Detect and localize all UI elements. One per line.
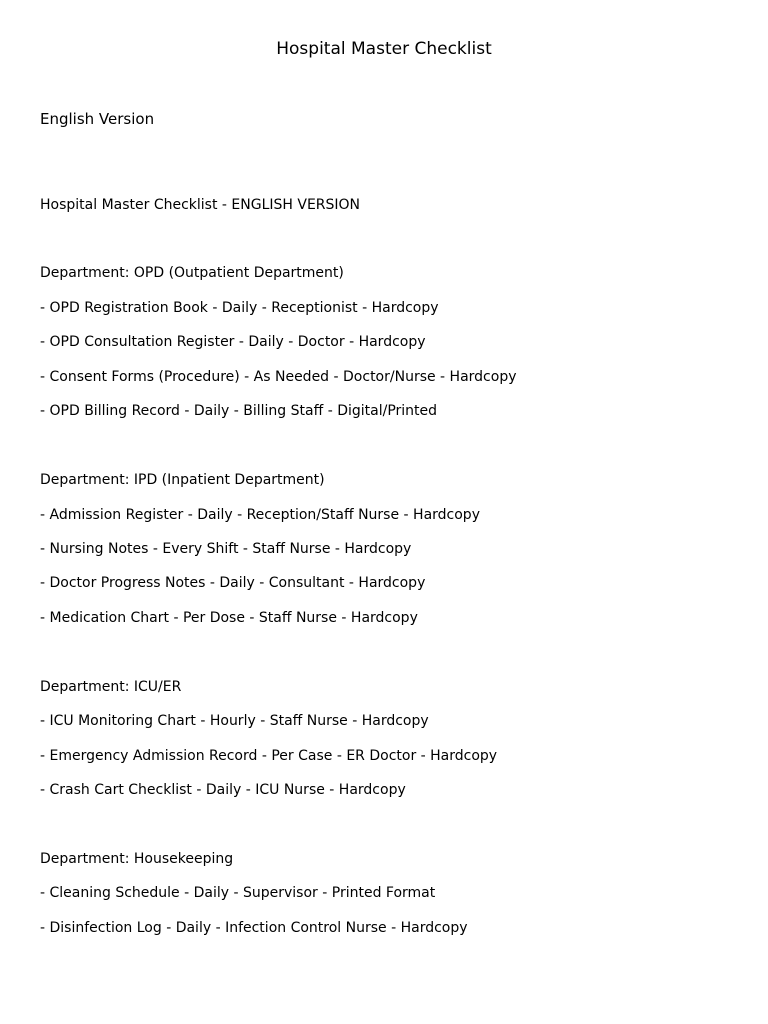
department-heading-housekeeping: Department: Housekeeping <box>40 851 234 867</box>
checklist-item: - OPD Consultation Register - Daily - Doctor - Hardcopy <box>40 334 426 350</box>
checklist-item: - Medication Chart - Per Dose - Staff Nurse - Hardcopy <box>40 610 418 626</box>
department-heading-ipd: Department: IPD (Inpatient Department) <box>40 472 325 488</box>
document-title: Hospital Master Checklist <box>276 39 492 59</box>
checklist-item: - Nursing Notes - Every Shift - Staff Nurse - Hardcopy <box>40 541 412 557</box>
checklist-item: - Admission Register - Daily - Reception/Staff Nurse - Hardcopy <box>40 507 480 523</box>
checklist-item: - OPD Billing Record - Daily - Billing Staff - Digital/Printed <box>40 403 438 419</box>
version-heading: English Version <box>40 110 155 128</box>
department-heading-icu-er: Department: ICU/ER <box>40 679 182 695</box>
checklist-item: - Cleaning Schedule - Daily - Supervisor - Printed Format <box>40 885 436 901</box>
checklist-item: - OPD Registration Book - Daily - Receptionist - Hardcopy <box>40 300 439 316</box>
checklist-item: - Consent Forms (Procedure) - As Needed - Doctor/Nurse - Hardcopy <box>40 369 517 385</box>
department-heading-opd: Department: OPD (Outpatient Department) <box>40 265 344 281</box>
checklist-subtitle: Hospital Master Checklist - ENGLISH VERSION <box>40 197 361 213</box>
checklist-item: - Doctor Progress Notes - Daily - Consultant - Hardcopy <box>40 575 426 591</box>
checklist-item: - Disinfection Log - Daily - Infection Control Nurse - Hardcopy <box>40 920 468 936</box>
checklist-item: - ICU Monitoring Chart - Hourly - Staff Nurse - Hardcopy <box>40 713 429 729</box>
checklist-item: - Crash Cart Checklist - Daily - ICU Nurse - Hardcopy <box>40 782 406 798</box>
checklist-item: - Emergency Admission Record - Per Case - ER Doctor - Hardcopy <box>40 748 498 764</box>
